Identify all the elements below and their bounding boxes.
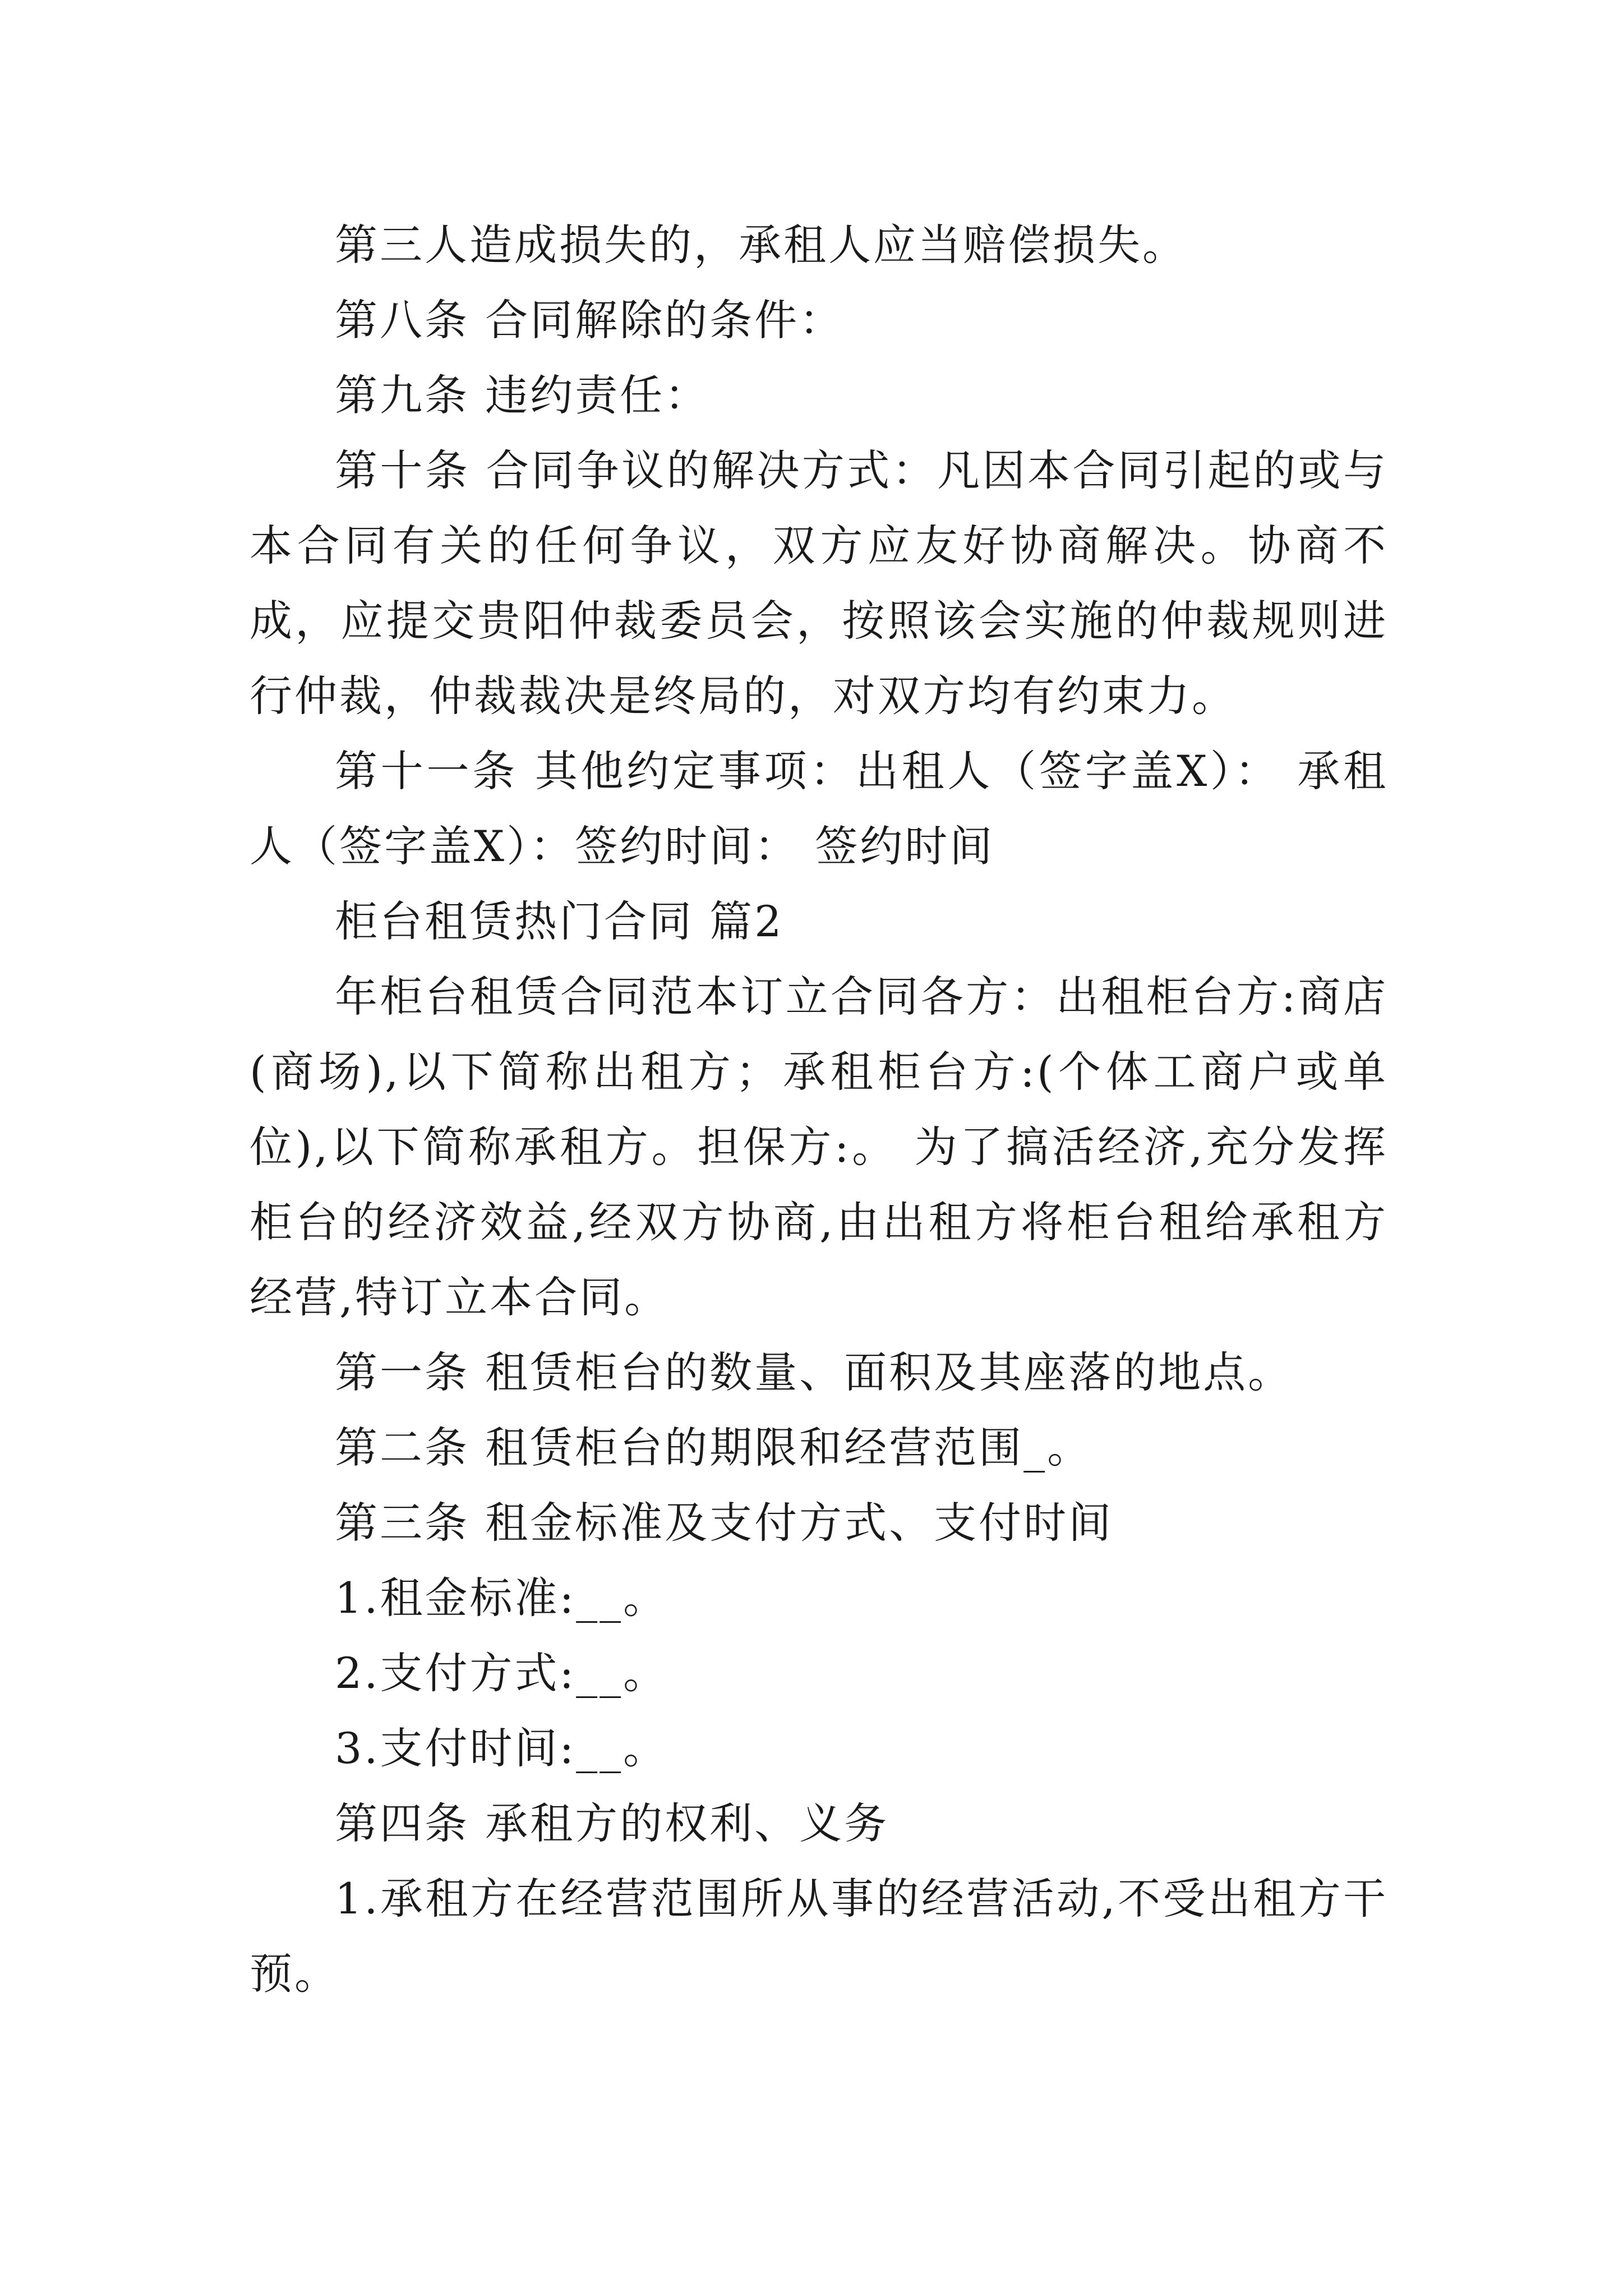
clause-4-heading: 第四条 承租方的权利、义务 [335, 1798, 889, 1848]
clause-1-heading: 第一条 租赁柜台的数量、面积及其座落的地点。 [335, 1347, 1293, 1397]
list-item-lessee-rights: 1.承租方在经营范围所从事的经营活动,不受出租方干预。 [250, 1874, 1388, 1999]
section-title: 柜台租赁热门合同 篇2 [335, 896, 784, 946]
clause-8-heading: 第八条 合同解除的条件： [335, 295, 845, 345]
contract-intro-paragraph: 年柜台租赁合同范本订立合同各方：出租柜台方:商店(商场),以下简称出租方；承租柜台方:(个体工商户或单位),以下简称承租方。担保方:。 为了搞活经济,充分发挥柜台的经济效益,经双方协商,由出租方将柜台租给承租方经营,特订立本合同。 [250, 972, 1388, 1322]
list-item-payment-time: 3.支付时间:__。 [335, 1723, 668, 1773]
paragraph: 第三人造成损失的，承租人应当赔偿损失。 [335, 220, 1187, 270]
clause-3-heading: 第三条 租金标准及支付方式、支付时间 [335, 1498, 1114, 1548]
clause-9-heading: 第九条 违约责任： [335, 370, 710, 420]
clause-11-paragraph: 第十一条 其他约定事项：出租人（签字盖X）： 承租人（签字盖X）：签约时间： 签约时间 [250, 746, 1388, 871]
list-item-payment-method: 2.支付方式:__。 [335, 1648, 668, 1698]
clause-10-paragraph: 第十条 合同争议的解决方式：凡因本合同引起的或与本合同有关的任何争议，双方应友好协商解决。协商不成，应提交贵阳仲裁委员会，按照该会实施的仲裁规则进行仲裁，仲裁裁决是终局的，对双方均有约束力。 [250, 445, 1388, 721]
list-item-rent-standard: 1.租金标准:__。 [335, 1573, 668, 1623]
clause-2-heading: 第二条 租赁柜台的期限和经营范围_。 [335, 1423, 1092, 1473]
document-body [250, 208, 1388, 2012]
